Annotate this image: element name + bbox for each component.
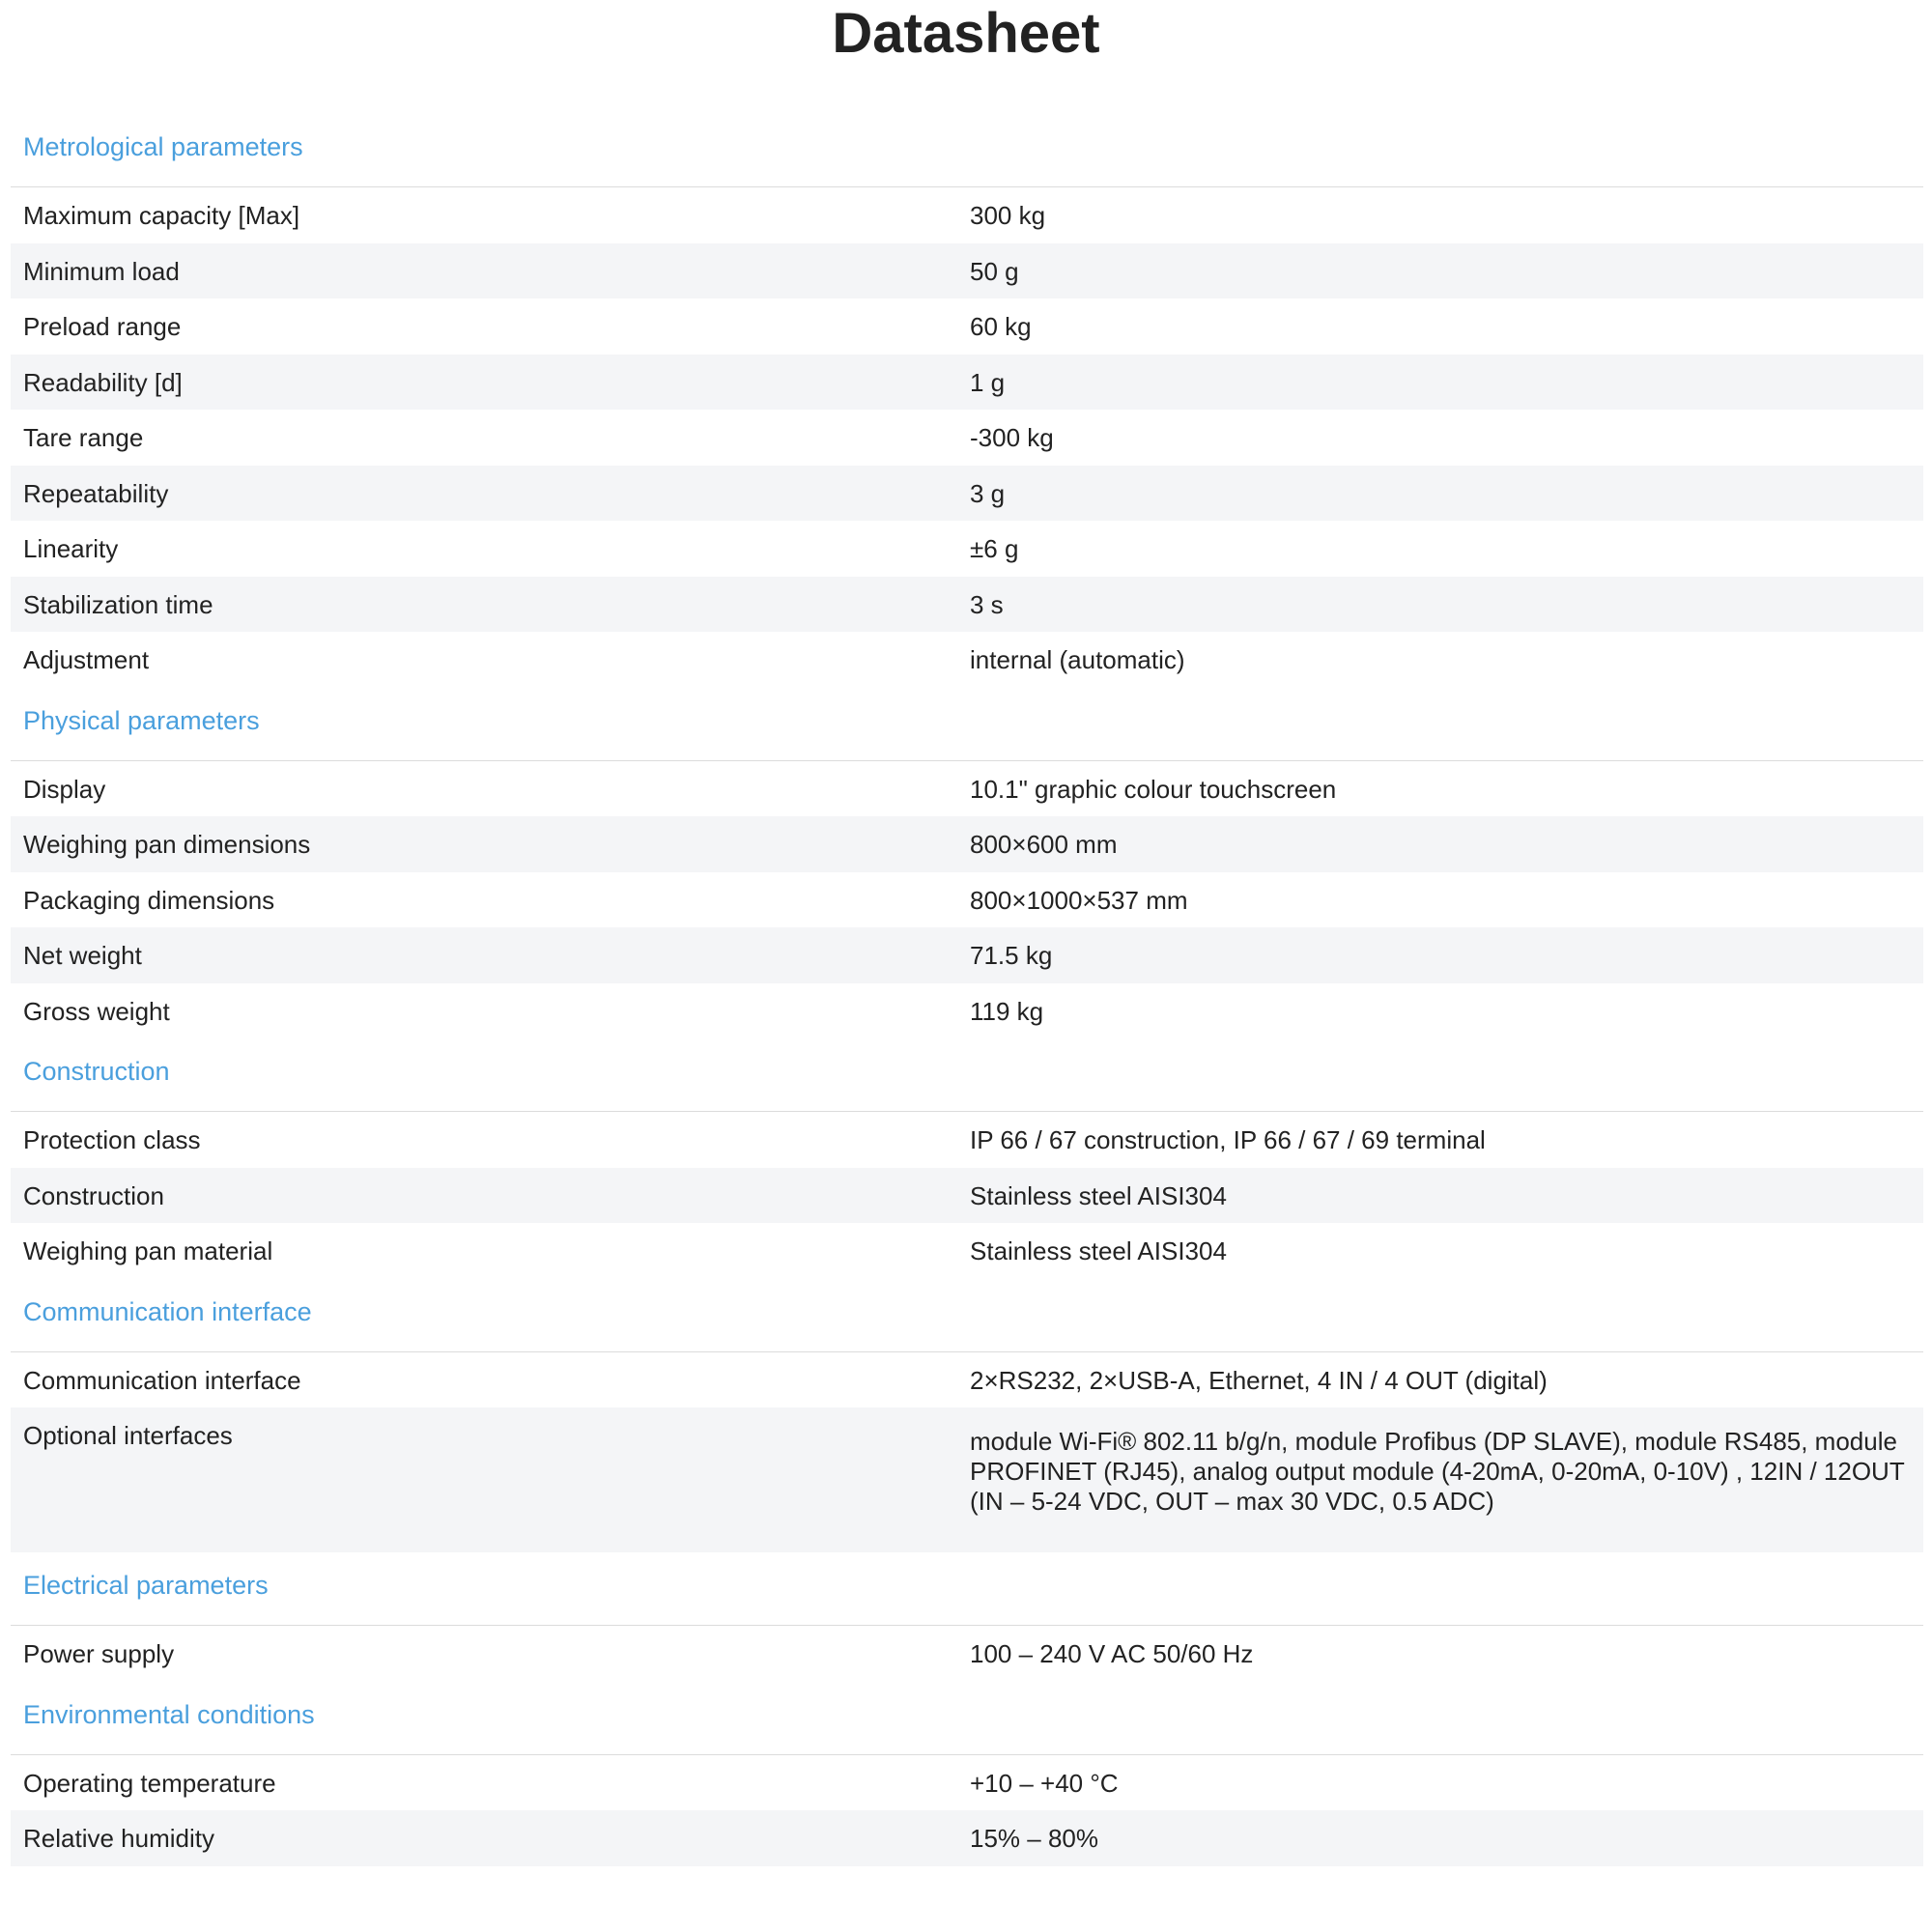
table-row [11, 927, 1923, 983]
table-row [11, 816, 1923, 872]
row-value: module Wi-Fi® 802.11 b/g/n, module Profibus (DP SLAVE), module RS485, module PROFINET (RJ45), analog output module (4-20mA, 0-20mA, 0-10V) , 12IN / 12OUT (IN – 5-24 VDC, OUT – max 30 VDC, 0.5 ADC) [970, 1427, 1905, 1516]
row-value: IP 66 / 67 construction, IP 66 / 67 / 69 terminal [970, 1125, 1486, 1154]
row-value: 2×RS232, 2×USB-A, Ethernet, 4 IN / 4 OUT (digital) [970, 1365, 1548, 1395]
row-label: Preload range [23, 312, 182, 341]
row-label: Relative humidity [23, 1824, 214, 1853]
row-value: internal (automatic) [970, 645, 1185, 674]
table-row [11, 1223, 1923, 1279]
row-label: Maximum capacity [Max] [23, 201, 300, 230]
section-construction [11, 1038, 1923, 1279]
row-value: 3 s [970, 589, 1004, 619]
table-row [11, 1755, 1923, 1811]
row-value: 100 – 240 V AC 50/60 Hz [970, 1639, 1254, 1668]
table-row [11, 761, 1923, 817]
row-value: 60 kg [970, 312, 1032, 341]
section-title: Communication interface [11, 1279, 1923, 1352]
row-value: 3 g [970, 478, 1006, 508]
row-value: 1 g [970, 367, 1006, 397]
table-row [11, 872, 1923, 928]
row-label: Adjustment [23, 645, 150, 674]
row-label: Repeatability [23, 478, 169, 508]
row-label: Construction [23, 1180, 164, 1210]
table-row [11, 243, 1923, 299]
table-row [11, 632, 1923, 688]
row-label: Gross weight [23, 996, 170, 1026]
row-label: Power supply [23, 1639, 175, 1668]
row-label: Weighing pan dimensions [23, 830, 311, 859]
row-value: 119 kg [970, 996, 1044, 1026]
row-label: Packaging dimensions [23, 885, 275, 915]
table-row [11, 1810, 1923, 1866]
table-row [11, 187, 1923, 243]
section-physical-parameters [11, 688, 1923, 1039]
row-label: Communication interface [23, 1365, 301, 1395]
table-row [11, 410, 1923, 466]
section-title: Environmental conditions [11, 1682, 1923, 1755]
section-electrical-parameters [11, 1552, 1923, 1682]
section-title: Electrical parameters [11, 1552, 1923, 1626]
section-title: Construction [11, 1038, 1923, 1112]
row-value: 71.5 kg [970, 941, 1053, 970]
row-value: 10.1" graphic colour touchscreen [970, 774, 1337, 804]
row-value: ±6 g [970, 534, 1019, 563]
row-label: Net weight [23, 941, 142, 970]
row-label: Display [23, 774, 106, 804]
row-value: 15% – 80% [970, 1824, 1098, 1853]
section-communication-interface [11, 1279, 1923, 1553]
table-row [11, 521, 1923, 577]
row-label: Readability [d] [23, 367, 183, 397]
section-title: Metrological parameters [11, 114, 1923, 187]
row-value: 800×1000×537 mm [970, 885, 1188, 915]
section-environmental-conditions [11, 1682, 1923, 1866]
table-row [11, 1352, 1923, 1408]
table-row [11, 1168, 1923, 1224]
page-title: Datasheet [832, 2, 1100, 65]
row-label: Weighing pan material [23, 1236, 273, 1265]
row-label: Operating temperature [23, 1768, 276, 1798]
section-metrological-parameters [11, 114, 1923, 688]
row-label: Protection class [23, 1125, 201, 1154]
table-row [11, 466, 1923, 522]
row-label: Stabilization time [23, 589, 213, 619]
row-value: 50 g [970, 256, 1019, 286]
row-value: Stainless steel AISI304 [970, 1236, 1227, 1265]
row-value: -300 kg [970, 423, 1054, 452]
table-row [11, 1626, 1923, 1682]
table-row [11, 1112, 1923, 1168]
row-value: +10 – +40 °C [970, 1768, 1119, 1798]
table-row [11, 983, 1923, 1039]
table-row [11, 298, 1923, 355]
row-value: Stainless steel AISI304 [970, 1180, 1227, 1210]
table-row [11, 577, 1923, 633]
row-value: 300 kg [970, 201, 1046, 230]
table-row [11, 355, 1923, 411]
row-value: 800×600 mm [970, 830, 1118, 859]
row-label: Minimum load [23, 256, 180, 286]
row-label: Tare range [23, 423, 144, 452]
datasheet-table [11, 114, 1923, 1866]
section-title: Physical parameters [11, 688, 1923, 761]
row-label: Optional interfaces [23, 1421, 233, 1450]
table-row [11, 1407, 1923, 1552]
row-label: Linearity [23, 534, 119, 563]
